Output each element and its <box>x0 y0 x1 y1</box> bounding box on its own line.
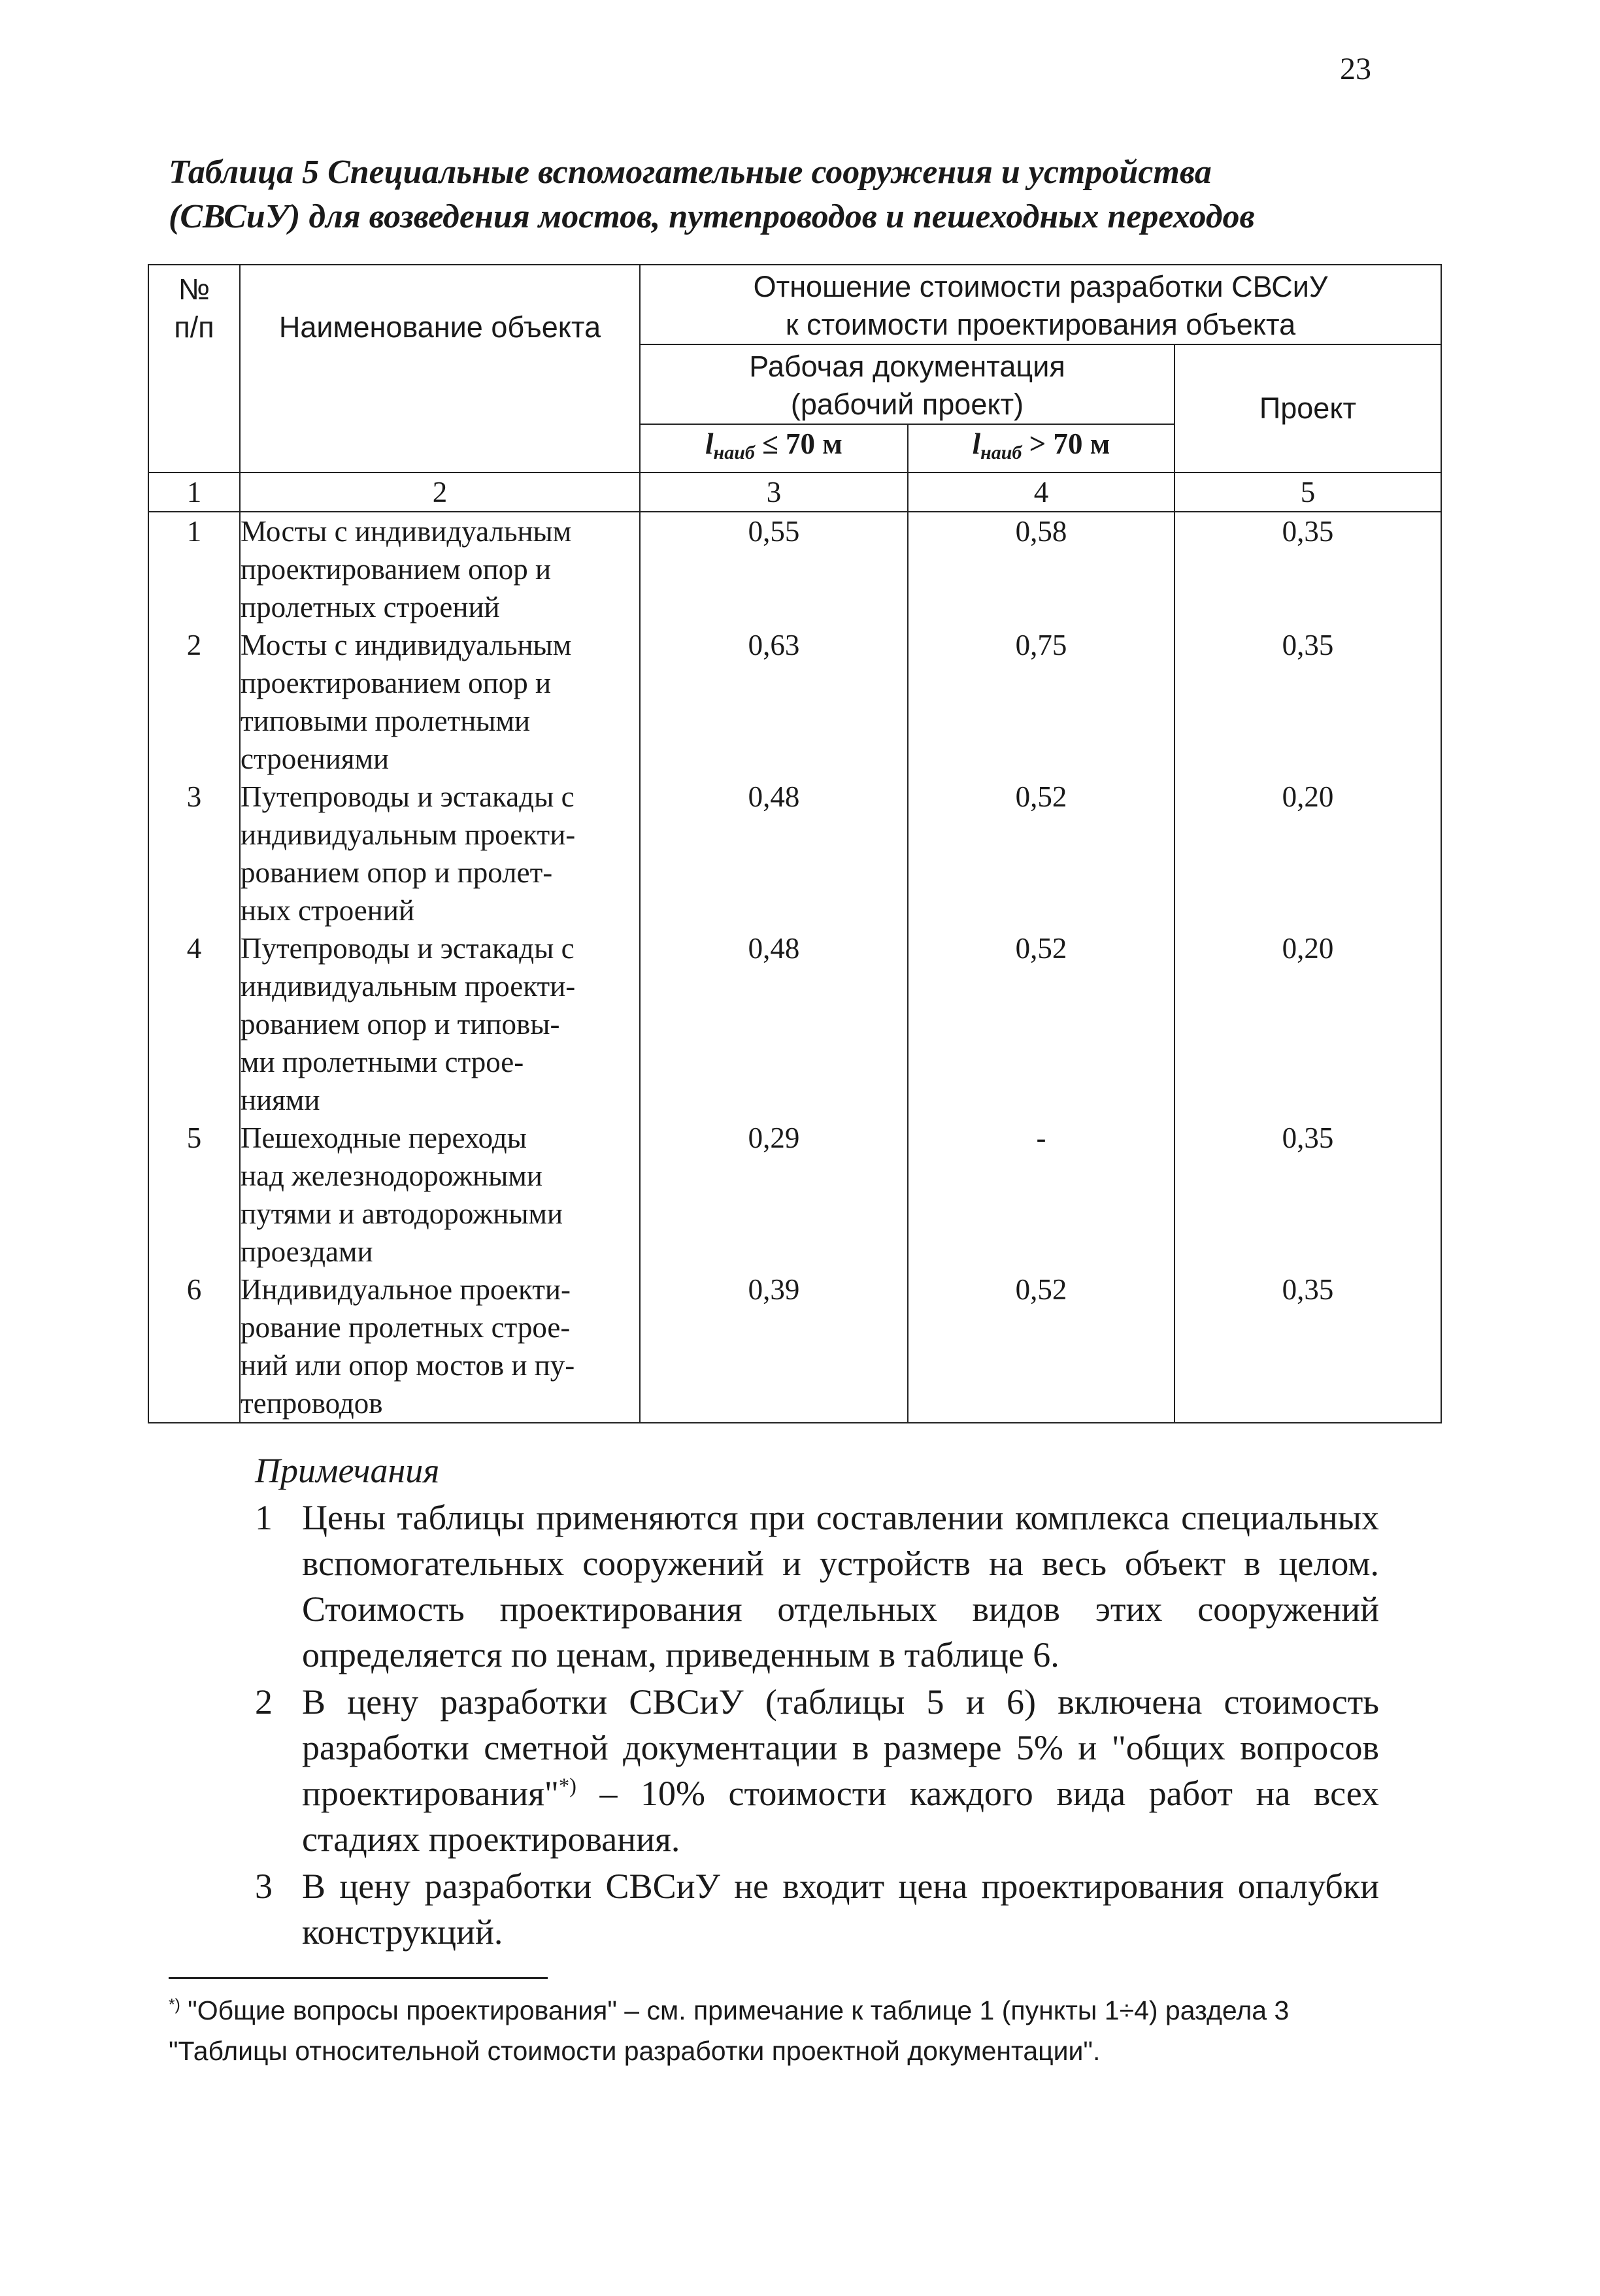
caption-line-1: Таблица 5 Специальные вспомогательные сооружения и устройства <box>169 154 1212 191</box>
table-row: 6 Индивидуальное проекти- рование пролетных строе- ний или опор мостов и пу- тепроводов 0,39 0,52 0,35 <box>148 1271 1441 1423</box>
col-number: 3 <box>640 473 908 512</box>
table-row: 1 Мосты с индивидуальным проектированием опор и пролетных строений 0,55 0,58 0,35 <box>148 512 1441 626</box>
note-text: В цену разработки СВСиУ (таблицы 5 и 6) включена стоимость разработки сметной документации в размере 5% и "общих вопросов проектирования" <box>302 1682 1379 1813</box>
footnote-ref: *) <box>558 1774 576 1798</box>
table-caption <box>169 150 1410 239</box>
footnote <box>169 1990 1378 2071</box>
note-item <box>255 1863 1379 1955</box>
header-l-le-70: $l_{наиб} \le 70$ м <box>640 424 908 473</box>
header-working-docs: Рабочая документация (рабочий проект) <box>640 344 1175 424</box>
notes-section <box>255 1448 1379 1955</box>
note-number: 3 <box>255 1867 273 1906</box>
row-name: Мосты с индивидуальным проектированием опор и типовыми пролетными строениями <box>240 626 640 778</box>
note-text-cont: – 10% стоимости каждого вида работ на всех стадиях проектирования. <box>302 1774 1379 1859</box>
col-number: 2 <box>240 473 640 512</box>
note-number: 2 <box>255 1682 273 1722</box>
col-number: 4 <box>908 473 1175 512</box>
note-text: В цену разработки СВСиУ не входит цена проектирования опалубки конструкций. <box>302 1867 1379 1952</box>
notes-title: Примечания <box>255 1451 440 1490</box>
table-row: 3 Путепроводы и эстакады с индивидуальным проекти- рованием опор и пролет- ных строений 0,48 0,52 0,20 <box>148 778 1441 929</box>
footnote-text: "Общие вопросы проектирования" – см. примечание к таблице 1 (пункты 1÷4) раздела 3 "Таблицы относительной стоимости разработки проектной документации". <box>169 1995 1290 2066</box>
footnote-divider <box>169 1977 548 1979</box>
column-number-row <box>148 473 1441 512</box>
header-name: Наименование объекта <box>240 265 640 473</box>
header-l-gt-70: $l_{наиб} > 70$ м <box>908 424 1175 473</box>
header-ratio: Отношение стоимости разработки СВСиУ к стоимости проектирования объекта <box>640 265 1441 344</box>
col-number: 5 <box>1175 473 1441 512</box>
table-row: 4 Путепроводы и эстакады с индивидуальным проекти- рованием опор и типовы- ми пролетными строе- ниями 0,48 0,52 0,20 <box>148 929 1441 1119</box>
col-number: 1 <box>148 473 240 512</box>
row-name: Пешеходные переходы над железнодорожными путями и автодорожными проездами <box>240 1119 640 1271</box>
note-number: 1 <box>255 1498 273 1537</box>
row-name: Мосты с индивидуальным проектированием опор и пролетных строений <box>240 512 640 626</box>
note-item <box>255 1679 1379 1862</box>
caption-line-2: (СВСиУ) для возведения мостов, путепроводов и пешеходных переходов <box>169 198 1255 235</box>
table-row: 2 Мосты с индивидуальным проектированием опор и типовыми пролетными строениями 0,63 0,75 0,35 <box>148 626 1441 778</box>
header-project: Проект <box>1175 344 1441 473</box>
row-name: Путепроводы и эстакады с индивидуальным проекти- рованием опор и типовы- ми пролетными строе- ниями <box>240 929 640 1119</box>
footnote-mark: *) <box>169 1996 180 2014</box>
row-name: Индивидуальное проекти- рование пролетных строе- ний или опор мостов и пу- тепроводов <box>240 1271 640 1423</box>
note-text: Цены таблицы применяются при составлении комплекса специальных вспомогательных сооружений и устройств на весь объект в целом. Стоимость проектирования отдельных видов этих сооружений определяется по ценам, приведенным в таблице 6. <box>302 1498 1379 1674</box>
page-number: 23 <box>1340 52 1371 86</box>
cost-ratio-table <box>148 264 1442 1423</box>
note-item <box>255 1495 1379 1678</box>
table-row: 5 Пешеходные переходы над железнодорожными путями и автодорожными проездами 0,29 - 0,35 <box>148 1119 1441 1271</box>
row-name: Путепроводы и эстакады с индивидуальным проекти- рованием опор и пролет- ных строений <box>240 778 640 929</box>
header-num: № п/п <box>148 265 240 473</box>
